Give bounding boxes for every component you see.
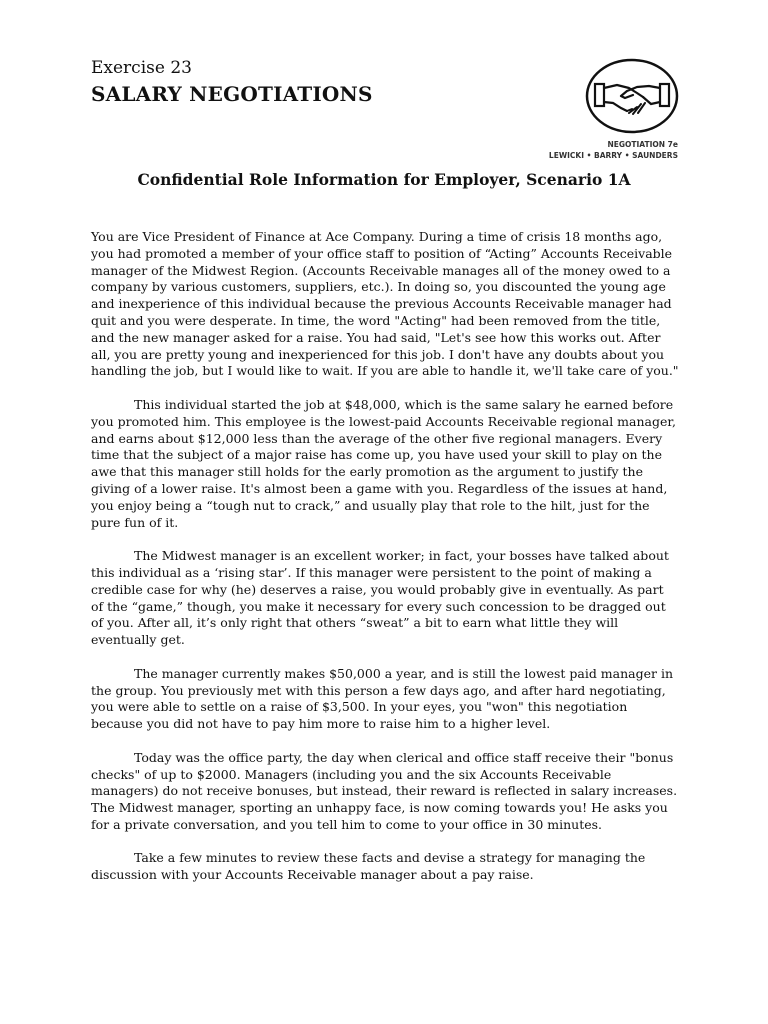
book-title: NEGOTIATION 7e (607, 140, 678, 149)
body-text (91, 229, 679, 901)
paragraph: Today was the office party, the day when clerical and office staff receive their "bonus checks" of up to $2000. Managers (including you and the six Accounts Receivable managers) do not receive bonuses, but instead, their reward is reflected in salary increases. The Midwest manager, sporting an unhappy face, is now coming towards you! He asks you for a private conversation, and you tell him to come to your office in 30 minutes. (91, 749, 678, 832)
document-subtitle: Confidential Role Information for Employer, Scenario 1A (137, 170, 631, 189)
paragraph: You are Vice President of Finance at Ace Company. During a time of crisis 18 months ago, you had promoted a member of your office staff to position of “Acting” Accounts Receivable manager of the Midwest Region. (Accounts Receivable manages all of the money owed to a company by various customers, suppliers, etc.). In doing so, you discounted the young age and inexperience of this individual because the previous Accounts Receivable manager had quit and you were desperate. In time, the word "Acting" had been removed from the title, and the new manager asked for a raise. You had said, "Let's see how this works out. After all, you are pretty young and inexperienced for this job. I don't have any doubts about you handling the job, but I would like to wait. If you are able to handle it, we'll take care of you." (91, 229, 679, 379)
exercise-label: Exercise 23 (91, 58, 192, 78)
document-title: SALARY NEGOTIATIONS (91, 82, 373, 106)
book-authors: LEWICKI • BARRY • SAUNDERS (548, 151, 678, 160)
paragraph: The Midwest manager is an excellent worker; in fact, your bosses have talked about this individual as a ‘rising star’. If this manager were persistent to the point of making a credible case for why (he) deserves a raise, you would probably give in eventually. As part of the “game,” though, you make it necessary for every such concession to be dragged out of you. After all, it’s only right that others “sweat” a bit to earn what little they will eventually get. (91, 548, 669, 648)
paragraph: This individual started the job at $48,000, which is the same salary he earned before you promoted him. This employee is the lowest-paid Accounts Receivable regional manager, and earns about $12,000 less than the average of the other five regional managers. Every time that the subject of a major raise has come up, you have used your skill to play on the awe that this manager still holds for the early promotion as the argument to justify the giving of a lower raise. It's almost been a game with you. Regardless of the issues at hand, you enjoy being a “tough nut to crack,” and usually play that role to the hilt, just for the pure fun of it. (91, 396, 676, 530)
handshake-icon (585, 58, 679, 134)
paragraph: Take a few minutes to review these facts and devise a strategy for managing the discussion with your Accounts Receivable manager about a pay raise. (91, 850, 646, 883)
paragraph: The manager currently makes $50,000 a year, and is still the lowest paid manager in the group. You previously met with this person a few days ago, and after hard negotiating, you were able to settle on a raise of $3,500. In your eyes, you "won" this negotiation because you did not have to pay him more to raise him to a higher level. (91, 665, 674, 732)
book-info (549, 139, 678, 161)
